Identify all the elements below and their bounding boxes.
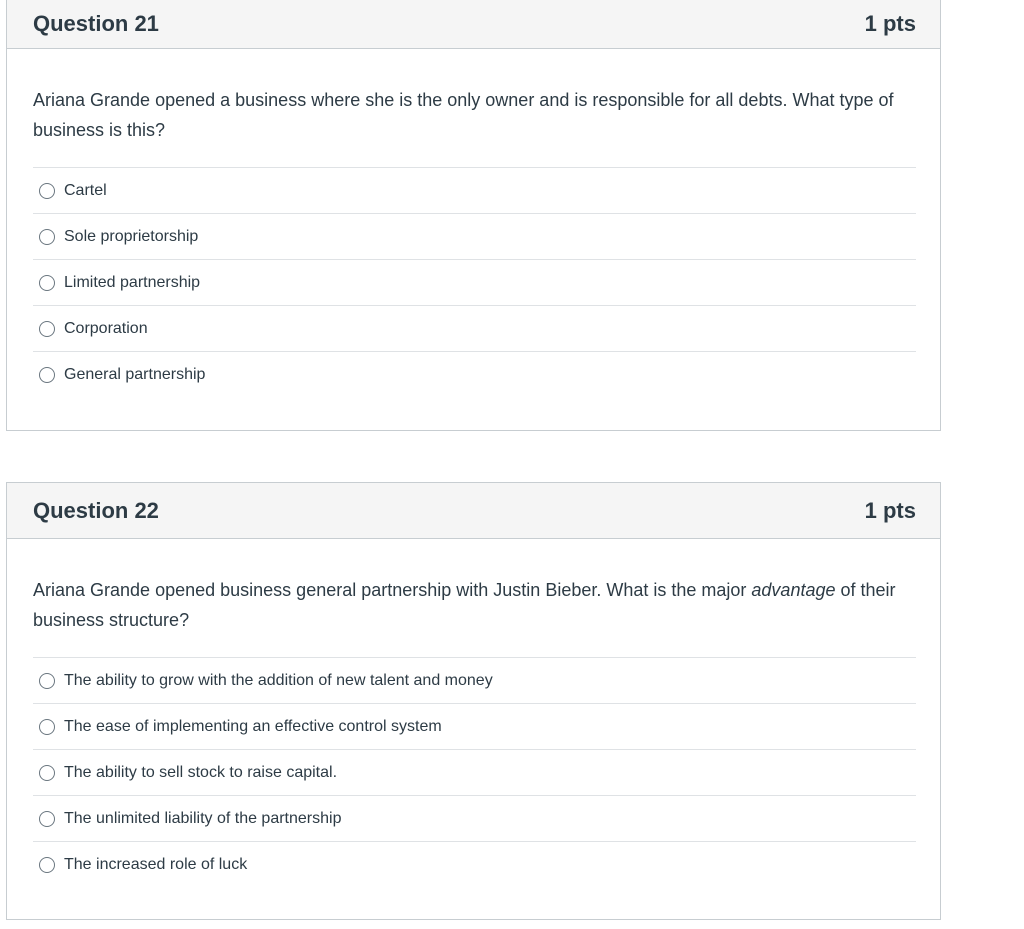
- radio-button[interactable]: [39, 857, 55, 873]
- answer-list: [33, 657, 916, 888]
- radio-button[interactable]: [39, 183, 55, 199]
- radio-button[interactable]: [39, 765, 55, 781]
- answer-label: The increased role of luck: [64, 856, 248, 873]
- answer-label: The ability to sell stock to raise capital.: [64, 763, 338, 781]
- answer-option[interactable]: [33, 658, 916, 704]
- answer-option[interactable]: [33, 750, 916, 796]
- radio-button[interactable]: [39, 719, 55, 735]
- question-text: Ariana Grande opened a business where she is the only owner and is responsible for all debts. What type of business is this?: [33, 90, 894, 140]
- question-points: 1 pts: [864, 11, 916, 36]
- answer-option[interactable]: [33, 214, 916, 260]
- answer-label: Corporation: [64, 319, 148, 337]
- question-points: 1 pts: [864, 497, 916, 523]
- answer-option[interactable]: [33, 168, 916, 214]
- question-text: [7, 539, 940, 635]
- question-22-card: [6, 482, 941, 920]
- question-21-card: [6, 0, 941, 431]
- answer-option[interactable]: [33, 260, 916, 306]
- answer-list: [33, 167, 916, 398]
- radio-button[interactable]: [39, 321, 55, 337]
- answer-option[interactable]: [33, 842, 916, 888]
- answer-label: The ease of implementing an effective control system: [64, 717, 442, 735]
- radio-button[interactable]: [39, 811, 55, 827]
- answer-label: The ability to grow with the addition of new talent and money: [64, 671, 493, 689]
- question-header: [7, 483, 940, 539]
- question-text-part: of their business structure?: [33, 580, 896, 630]
- radio-button[interactable]: [39, 367, 55, 383]
- answer-label: The unlimited liability of the partnership: [64, 809, 342, 827]
- question-title: Question 21: [33, 11, 159, 36]
- question-header: [7, 0, 940, 49]
- answer-option[interactable]: [33, 704, 916, 750]
- answer-label: Cartel: [64, 181, 107, 199]
- answer-option[interactable]: [33, 306, 916, 352]
- radio-button[interactable]: [39, 275, 55, 291]
- answer-label: Limited partnership: [64, 273, 201, 291]
- answer-option[interactable]: [33, 796, 916, 842]
- answer-label: General partnership: [64, 366, 206, 383]
- radio-button[interactable]: [39, 229, 55, 245]
- question-text-emphasis: advantage: [751, 580, 836, 600]
- question-text-part: Ariana Grande opened business general partnership with Justin Bieber. What is the major: [33, 580, 752, 600]
- question-title: Question 22: [33, 497, 159, 523]
- radio-button[interactable]: [39, 673, 55, 689]
- answer-label: Sole proprietorship: [64, 227, 199, 245]
- answer-option[interactable]: [33, 352, 916, 398]
